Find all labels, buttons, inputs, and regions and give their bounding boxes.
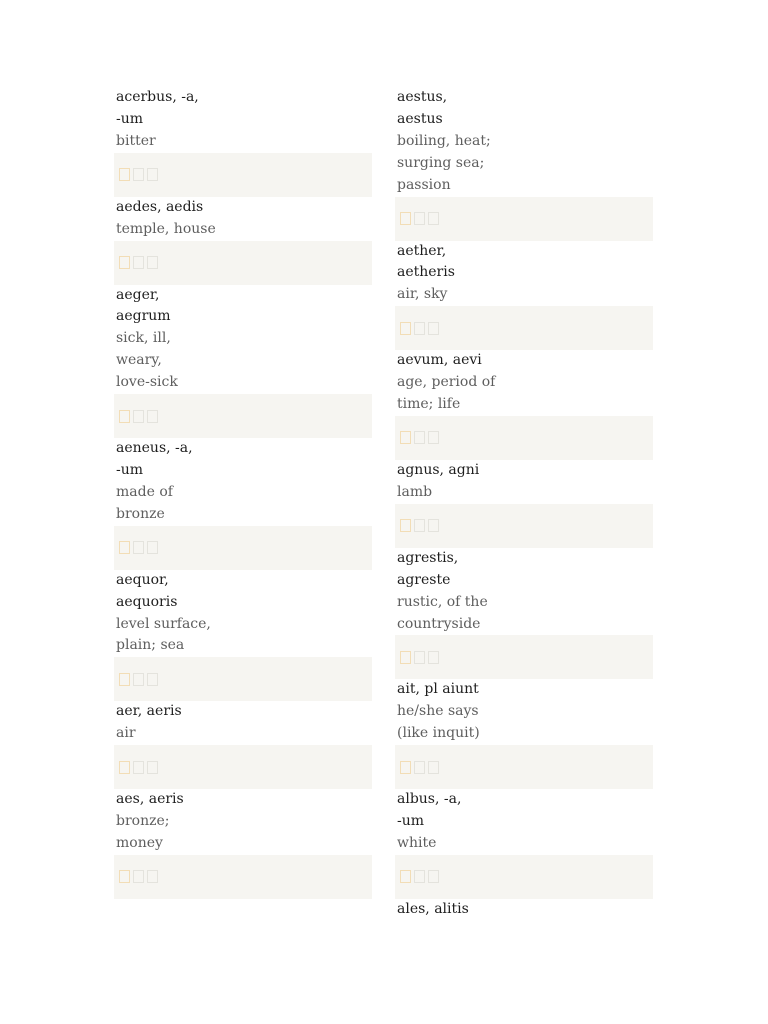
entry-gloss: temple, house: [116, 220, 216, 237]
entry-term: ait, pl aiunt: [397, 681, 479, 698]
marker-square-icon: [147, 256, 158, 269]
marker-square-icon: [119, 541, 130, 554]
marker-square-icon: [147, 168, 158, 181]
marker-square-icon: [400, 212, 411, 225]
glossary-entry: [395, 241, 653, 307]
entry-gloss: bitter: [116, 132, 156, 149]
marker-square-icon: [133, 673, 144, 686]
marker-square-icon: [119, 410, 130, 423]
marker-square-icon: [414, 212, 425, 225]
glossary-entry: [395, 460, 653, 504]
entry-term: acerbus, -a, -um: [116, 89, 199, 127]
entry-marker-band: [114, 855, 372, 899]
marker-square-icon: [119, 870, 130, 883]
entry-term: agrestis, agreste: [397, 549, 459, 588]
glossary-entry: [114, 87, 372, 153]
glossary-entry: [114, 701, 372, 745]
entry-term: aes, aeris: [116, 791, 184, 808]
marker-square-icon: [400, 431, 411, 444]
glossary-entry: [114, 285, 372, 395]
entry-marker-band: [395, 306, 653, 350]
marker-square-icon: [147, 870, 158, 883]
marker-square-icon: [428, 870, 439, 883]
marker-square-icon: [147, 673, 158, 686]
marker-square-icon: [400, 761, 411, 774]
marker-square-icon: [414, 870, 425, 883]
glossary-entry: [395, 548, 653, 636]
marker-square-icon: [428, 761, 439, 774]
glossary-entry: [114, 438, 372, 526]
marker-square-icon: [133, 410, 144, 423]
glossary-column-left: [114, 87, 372, 899]
marker-square-icon: [133, 761, 144, 774]
marker-square-icon: [147, 410, 158, 423]
marker-square-icon: [119, 673, 130, 686]
marker-square-icon: [119, 256, 130, 269]
entry-marker-band: [395, 635, 653, 679]
glossary-entry: [114, 197, 372, 241]
entry-gloss: sick, ill, weary, love-sick: [116, 330, 178, 391]
marker-square-icon: [133, 256, 144, 269]
entry-marker-band: [395, 745, 653, 789]
marker-square-icon: [428, 322, 439, 335]
marker-square-icon: [414, 431, 425, 444]
entry-term: aequor, aequoris: [116, 571, 178, 610]
entry-gloss: level surface, plain; sea: [116, 615, 211, 654]
entry-gloss: lamb: [397, 483, 433, 500]
marker-square-icon: [147, 541, 158, 554]
entry-marker-band: [395, 855, 653, 899]
entry-marker-band: [114, 657, 372, 701]
entry-marker-band: [395, 504, 653, 548]
entry-gloss: boiling, heat; surging sea; passion: [397, 132, 491, 193]
entry-gloss: age, period of time; life: [397, 374, 496, 413]
marker-square-icon: [414, 651, 425, 664]
marker-square-icon: [119, 761, 130, 774]
entry-marker-band: [114, 153, 372, 197]
marker-square-icon: [400, 322, 411, 335]
entry-term: aestus, aestus: [397, 89, 448, 127]
entry-term: aedes, aedis: [116, 198, 204, 215]
marker-square-icon: [133, 870, 144, 883]
glossary-entry: [395, 87, 653, 197]
entry-gloss: air, sky: [397, 286, 448, 303]
glossary-entry: [114, 789, 372, 855]
marker-square-icon: [133, 168, 144, 181]
entry-term: aeger, aegrum: [116, 286, 171, 325]
entry-gloss: air: [116, 725, 136, 742]
entry-term: agnus, agni: [397, 461, 480, 478]
marker-square-icon: [400, 870, 411, 883]
marker-square-icon: [147, 761, 158, 774]
entry-marker-band: [114, 526, 372, 570]
marker-square-icon: [119, 168, 130, 181]
marker-square-icon: [414, 519, 425, 532]
entry-marker-band: [114, 745, 372, 789]
marker-square-icon: [133, 541, 144, 554]
marker-square-icon: [414, 322, 425, 335]
glossary-entry: [395, 350, 653, 416]
entry-gloss: he/she says (like inquit): [397, 703, 480, 742]
marker-square-icon: [400, 519, 411, 532]
entry-marker-band: [114, 394, 372, 438]
entry-gloss: made of bronze: [116, 483, 173, 522]
marker-square-icon: [428, 431, 439, 444]
entry-marker-band: [114, 241, 372, 285]
marker-square-icon: [414, 761, 425, 774]
marker-square-icon: [428, 651, 439, 664]
glossary-entry: [395, 789, 653, 855]
glossary-entry: [395, 899, 653, 921]
glossary-entry: [395, 679, 653, 745]
entry-gloss: bronze; money: [116, 813, 170, 851]
entry-gloss: rustic, of the countryside: [397, 593, 488, 632]
marker-square-icon: [428, 212, 439, 225]
entry-term: ales, alitis: [397, 900, 469, 917]
glossary-column-right: [395, 87, 653, 921]
entry-gloss: white: [397, 834, 437, 851]
entry-term: albus, -a, -um: [397, 791, 462, 830]
entry-marker-band: [395, 197, 653, 241]
marker-square-icon: [400, 651, 411, 664]
entry-term: aether, aetheris: [397, 242, 455, 281]
entry-term: aeneus, -a, -um: [116, 440, 193, 478]
glossary-entry: [114, 570, 372, 658]
entry-term: aevum, aevi: [397, 352, 482, 369]
marker-square-icon: [428, 519, 439, 532]
entry-term: aer, aeris: [116, 703, 182, 720]
entry-marker-band: [395, 416, 653, 460]
